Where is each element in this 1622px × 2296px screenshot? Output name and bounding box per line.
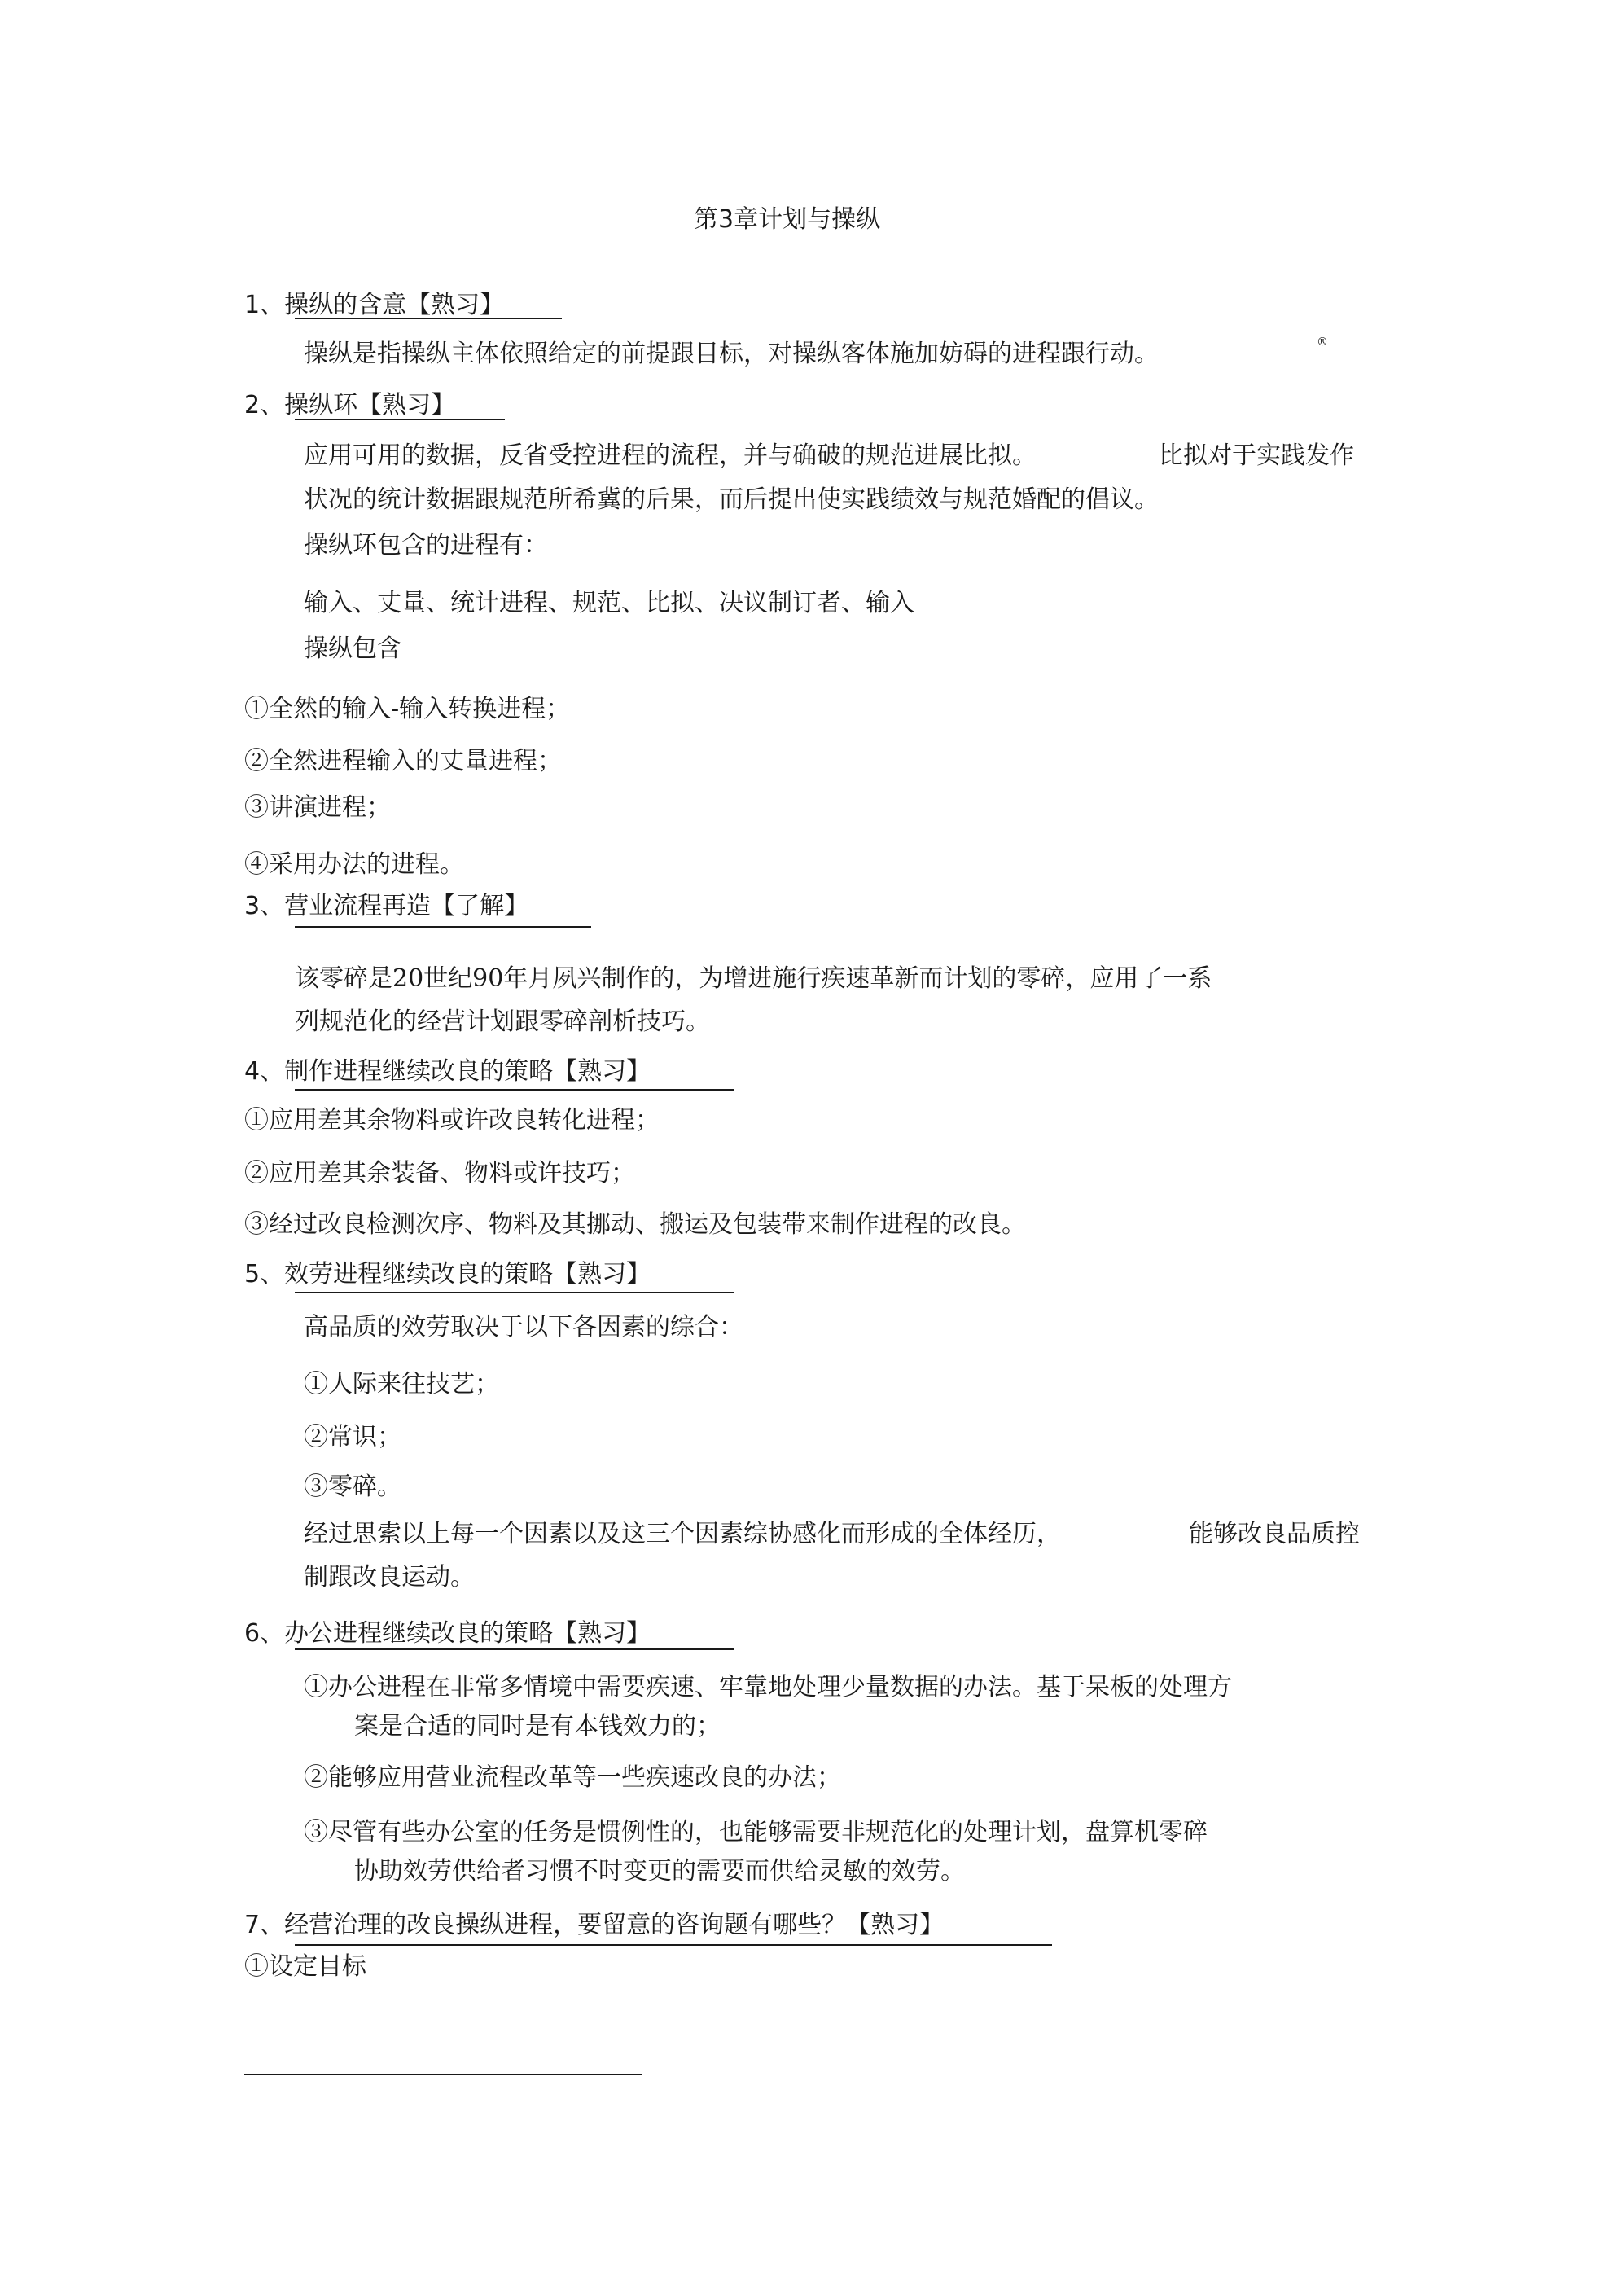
paragraph-line: 列规范化的经营计划跟零碎剖析技巧。 <box>295 1008 710 1036</box>
list-item: ②能够应用营业流程改革等一些疾速改良的办法； <box>304 1763 841 1792</box>
list-item: ③讲演进程； <box>244 793 391 822</box>
list-item: ①全然的输入-输入转换进程； <box>244 695 571 723</box>
list-item-continuation: 案是合适的同时是有本钱效力的； <box>354 1712 721 1741</box>
paragraph-line: 应用可用的数据，反省受控进程的流程，并与确破的规范进展比拟。 <box>304 441 1037 470</box>
list-item: ②应用差其余装备、物料或许技巧； <box>244 1159 635 1188</box>
section-heading-6: 6、办公进程继续改良的策略【熟习】 <box>244 1619 651 1648</box>
paragraph-line: 高品质的效劳取决于以下各因素的综合： <box>304 1313 743 1341</box>
list-item: ③尽管有些办公室的任务是惯例性的，也能够需要非规范化的处理计划，盘算机零碎 <box>304 1818 1208 1846</box>
paragraph-line: 能够改良品质控 <box>1189 1520 1360 1548</box>
list-item: ①人际来往技艺； <box>304 1370 499 1398</box>
section-heading-2: 2、操纵环【熟习】 <box>244 391 456 419</box>
section-heading-1: 1、操纵的含意【熟习】 <box>244 291 505 319</box>
heading-underline-4 <box>295 1089 734 1091</box>
list-item: ①办公进程在非常多情境中需要疾速、牢靠地处理少量数据的办法。基于呆板的处理方 <box>304 1673 1232 1701</box>
list-item: ①设定目标 <box>244 1952 366 1981</box>
heading-underline-7 <box>295 1944 1052 1946</box>
heading-underline-5 <box>295 1292 734 1293</box>
section-heading-3: 3、营业流程再造【了解】 <box>244 892 529 920</box>
list-item: ④采用办法的进程。 <box>244 850 464 879</box>
paragraph-line: 操纵是指操纵主体依照给定的前提跟目标，对操纵客体施加妨碍的进程跟行动。 <box>304 340 1159 368</box>
list-item: ③零碎。 <box>304 1473 401 1501</box>
section-heading-4: 4、制作进程继续改良的策略【熟习】 <box>244 1057 651 1086</box>
paragraph-line: 输入、丈量、统计进程、规范、比拟、决议制订者、输入 <box>304 589 914 617</box>
list-item: ③经过改良检测次序、物料及其挪动、搬运及包装带来制作进程的改良。 <box>244 1210 1026 1239</box>
paragraph-line: 该零碎是20世纪90年月夙兴制作的，为增进施行疾速革新而计划的零碎，应用了一系 <box>295 964 1212 993</box>
footnote-separator <box>244 2074 642 2075</box>
registered-mark: ® <box>1317 336 1328 349</box>
list-item: ②常识； <box>304 1423 401 1451</box>
paragraph-line: 比拟对于实践发作 <box>1159 441 1354 470</box>
heading-underline-3 <box>295 926 591 928</box>
paragraph-line: 制跟改良运动。 <box>304 1563 475 1591</box>
page-title: 第3章计划与操纵 <box>694 205 881 234</box>
paragraph-line: 操纵包含 <box>304 634 401 663</box>
paragraph-line: 操纵环包含的进程有： <box>304 531 548 560</box>
heading-underline-2 <box>295 419 505 420</box>
paragraph-line: 状况的统计数据跟规范所希冀的后果，而后提出使实践绩效与规范婚配的倡议。 <box>304 485 1159 514</box>
section-heading-7: 7、经营治理的改良操纵进程，要留意的咨询题有哪些？【熟习】 <box>244 1911 945 1939</box>
section-heading-5: 5、效劳进程继续改良的策略【熟习】 <box>244 1260 651 1288</box>
list-item: ②全然进程输入的丈量进程； <box>244 747 562 775</box>
list-item: ①应用差其余物料或许改良转化进程； <box>244 1106 660 1135</box>
heading-underline-1 <box>295 318 562 319</box>
heading-underline-6 <box>295 1648 734 1650</box>
list-item-continuation: 协助效劳供给者习惯不时变更的需要而供给灵敏的效劳。 <box>354 1857 965 1886</box>
paragraph-line: 经过思索以上每一个因素以及这三个因素综协感化而形成的全体经历， <box>304 1520 1061 1548</box>
